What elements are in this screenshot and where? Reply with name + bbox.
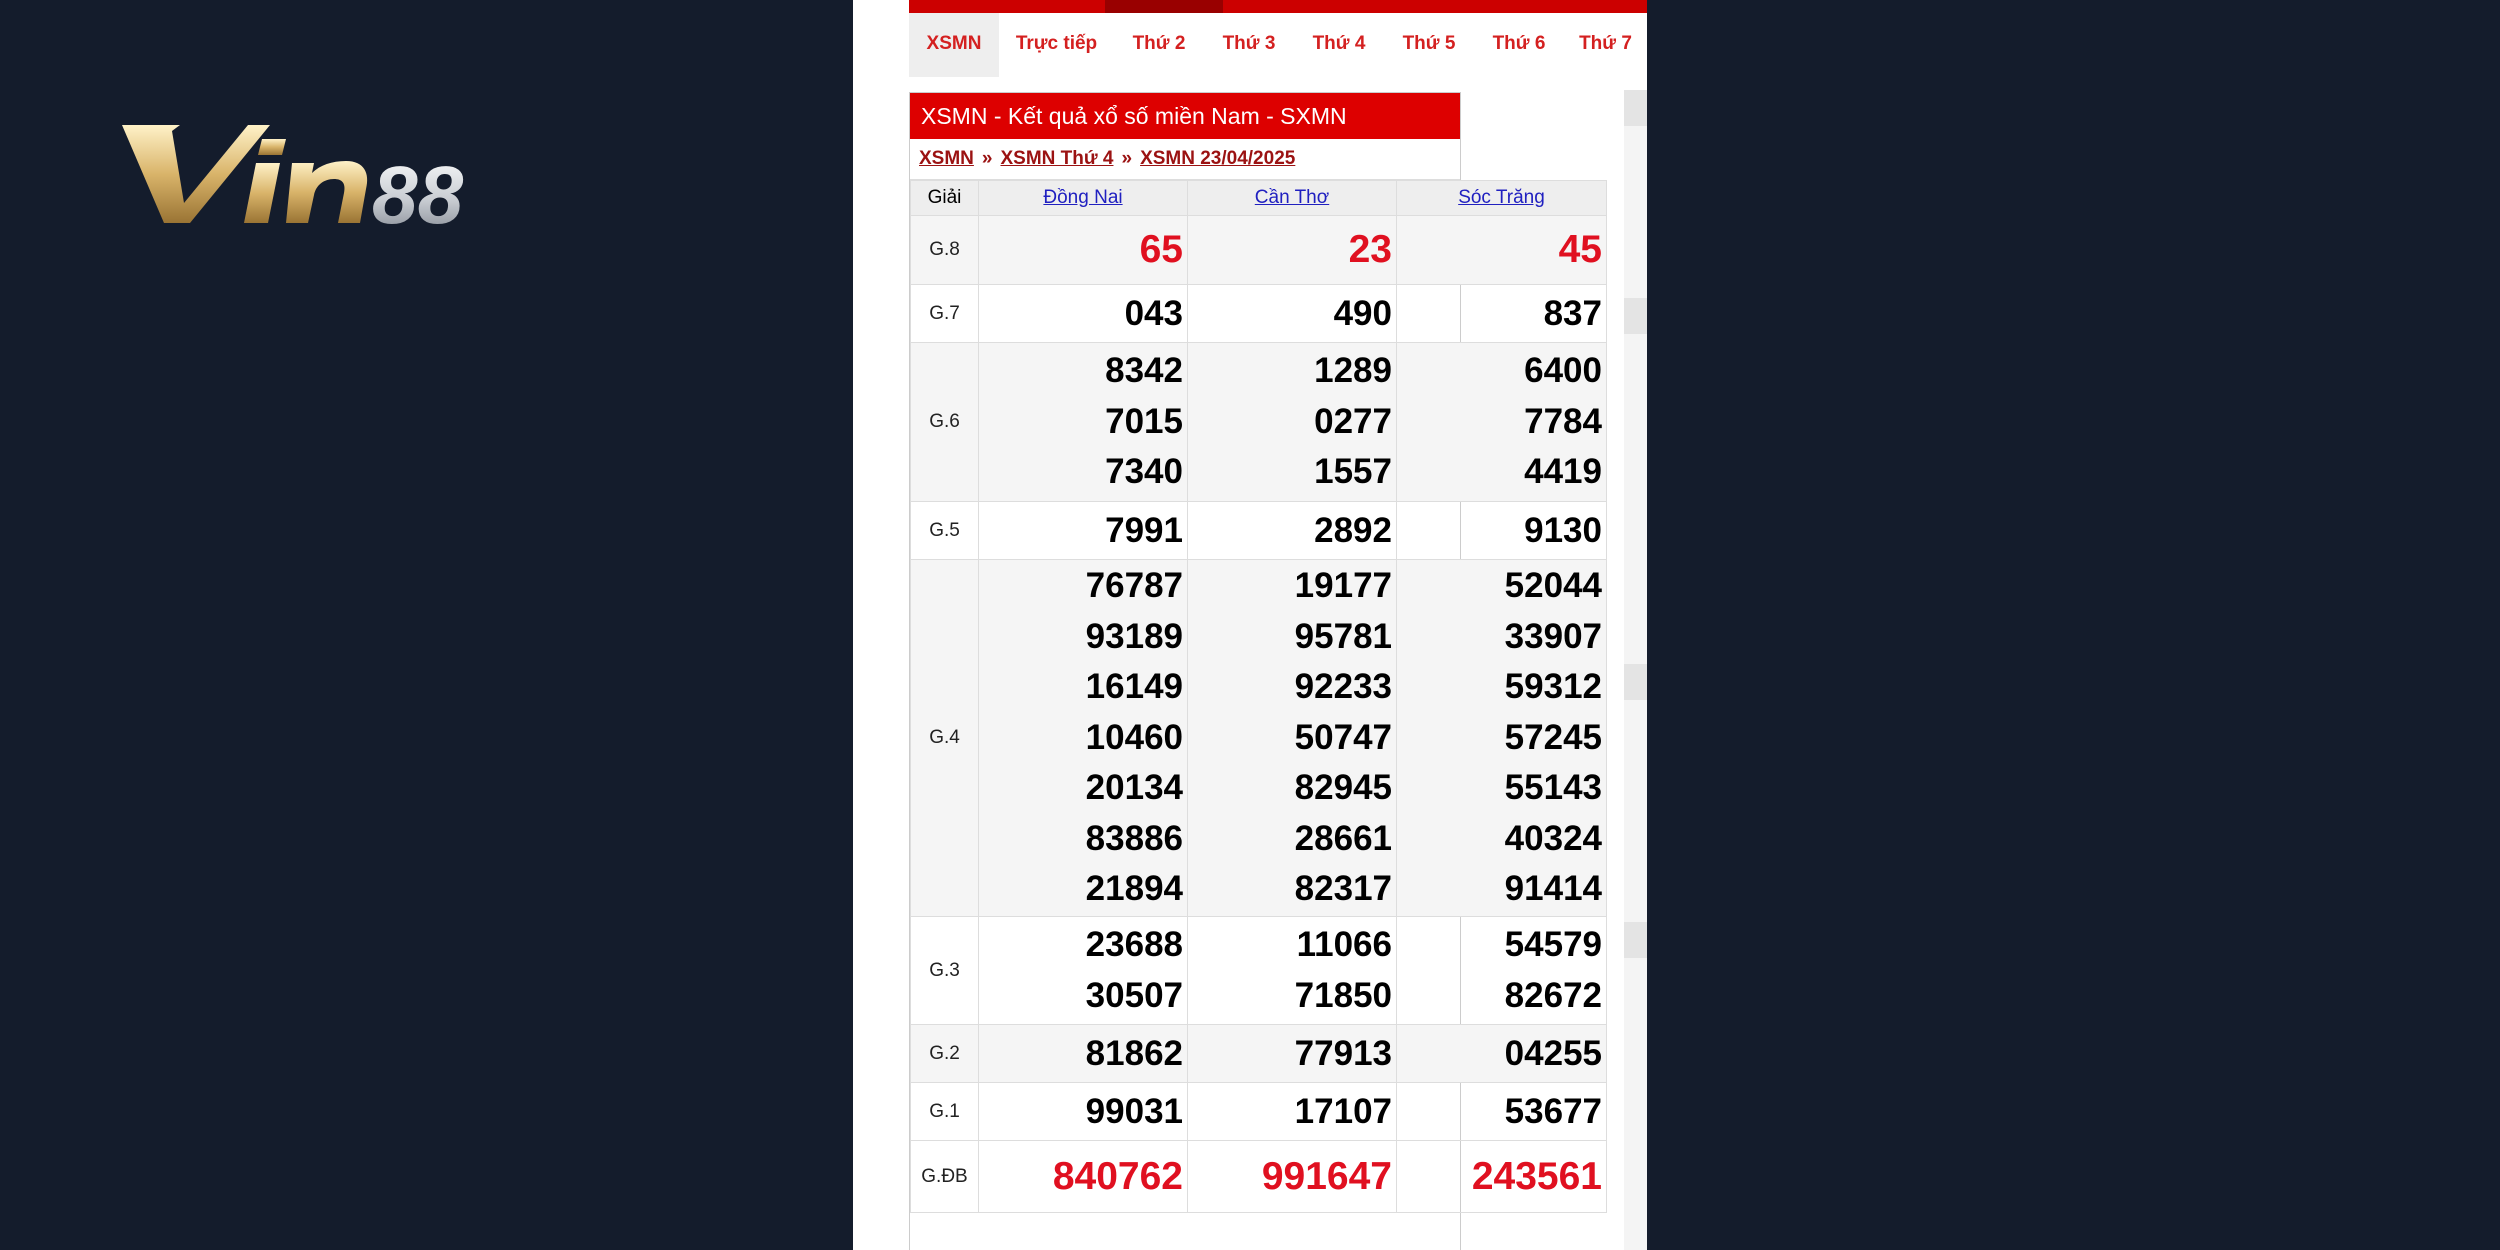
prize-number: 840762 [1052, 1154, 1183, 1198]
prize-row [911, 1025, 1607, 1083]
breadcrumb-link-xsmn[interactable]: XSMN [919, 148, 974, 169]
prize-number: 243561 [1471, 1154, 1602, 1198]
prize-number: 45 [1558, 228, 1602, 271]
prize-number: 54579 [1504, 925, 1602, 964]
prize-number: 11066 [1296, 925, 1392, 964]
prize-row [911, 1083, 1607, 1141]
prize-number: 93189 [1085, 616, 1183, 656]
sidebar-block [1624, 664, 1647, 700]
prize-number: 28661 [1294, 818, 1392, 858]
prize-cell [979, 216, 1188, 285]
prize-row [911, 917, 1607, 1025]
prize-number: 7340 [1105, 452, 1183, 492]
prize-cell [979, 1141, 1188, 1213]
column-header-dong-nai [979, 181, 1188, 216]
prize-cell [1397, 285, 1607, 343]
tab-thu-3[interactable]: Thứ 3 [1222, 33, 1276, 54]
prize-number: 1289 [1314, 351, 1392, 391]
prize-number: 92233 [1294, 667, 1392, 707]
tab-thu-7[interactable]: Thứ 7 [1579, 33, 1632, 54]
prize-label: G.1 [911, 1083, 979, 1141]
prize-number: 490 [1333, 293, 1392, 333]
breadcrumb-link-xsmn-date[interactable]: XSMN 23/04/2025 [1140, 148, 1296, 169]
prize-cell [979, 502, 1188, 560]
province-link-dong-nai[interactable]: Đồng Nai [1043, 187, 1123, 208]
card-title: XSMN - Kết quả xổ số miền Nam - SXMN [910, 93, 1460, 139]
prize-cell [1397, 502, 1607, 560]
prize-cell [979, 917, 1188, 1025]
tab-thu-4[interactable]: Thứ 4 [1312, 33, 1366, 54]
column-header-soc-trang [1397, 181, 1607, 216]
prize-label: G.6 [911, 343, 979, 502]
prize-number: 7784 [1524, 401, 1602, 441]
prize-cell [1397, 1025, 1607, 1083]
prize-number: 82945 [1294, 768, 1392, 808]
breadcrumb [910, 139, 1460, 180]
prize-cell [1188, 1141, 1397, 1213]
prize-number: 2892 [1314, 510, 1392, 550]
top-red-bar-active-segment [1105, 0, 1223, 13]
prize-number: 91414 [1504, 869, 1602, 909]
prize-number: 16149 [1085, 667, 1183, 707]
prize-cell [1397, 343, 1607, 502]
column-header-can-tho [1188, 181, 1397, 216]
prize-number: 57245 [1504, 717, 1602, 757]
prize-label: G.7 [911, 285, 979, 343]
tab-truc-tiep[interactable]: Trực tiếp [1015, 33, 1098, 54]
prize-number: 20134 [1085, 768, 1183, 808]
prize-label: G.5 [911, 502, 979, 560]
prize-number: 95781 [1294, 616, 1392, 656]
prize-number: 23688 [1085, 925, 1183, 964]
tab-xsmn[interactable]: XSMN [909, 13, 999, 77]
prize-number: 7015 [1105, 401, 1183, 441]
prize-number: 21894 [1085, 869, 1183, 909]
prize-number: 81862 [1085, 1033, 1183, 1073]
prize-number: 17107 [1294, 1091, 1392, 1131]
prize-number: 65 [1139, 228, 1183, 271]
prize-number: 82672 [1504, 975, 1602, 1015]
prize-cell [1188, 560, 1397, 917]
prize-number: 837 [1543, 293, 1602, 333]
prize-label: G.3 [911, 917, 979, 1025]
results-table [910, 180, 1607, 1213]
prize-label: G.2 [911, 1025, 979, 1083]
prize-row [911, 1141, 1607, 1213]
prize-cell [1188, 285, 1397, 343]
top-red-bar [909, 0, 1647, 13]
sidebar-block [1624, 298, 1647, 334]
svg-text:88: 88 [372, 150, 464, 235]
province-link-soc-trang[interactable]: Sóc Trăng [1458, 187, 1545, 208]
breadcrumb-link-xsmn-thu-4[interactable]: XSMN Thứ 4 [1000, 148, 1114, 169]
prize-number: 83886 [1085, 818, 1183, 858]
prize-cell [1397, 216, 1607, 285]
results-card [909, 92, 1602, 1250]
prize-number: 23 [1348, 228, 1392, 271]
prize-number: 53677 [1504, 1091, 1602, 1131]
prize-number: 19177 [1294, 566, 1392, 606]
prize-number: 0277 [1314, 401, 1392, 441]
prize-row [911, 285, 1607, 343]
breadcrumb-separator: » [1121, 148, 1133, 169]
prize-number: 99031 [1085, 1091, 1183, 1131]
prize-cell [1397, 1083, 1607, 1141]
prize-number: 4419 [1524, 452, 1602, 492]
prize-number: 043 [1124, 293, 1183, 333]
prize-cell [1188, 343, 1397, 502]
prize-label: G.8 [911, 216, 979, 285]
prize-cell [1188, 917, 1397, 1025]
prize-number: 59312 [1504, 667, 1602, 707]
prize-number: 55143 [1504, 768, 1602, 808]
day-nav [909, 13, 1647, 77]
prize-cell [1188, 1083, 1397, 1141]
prize-number: 6400 [1524, 351, 1602, 391]
vin88-logo [120, 115, 490, 235]
prize-label: G.ĐB [911, 1141, 979, 1213]
prize-cell [1397, 1141, 1607, 1213]
tab-thu-5[interactable]: Thứ 5 [1402, 33, 1456, 54]
results-body [911, 216, 1607, 1213]
prize-number: 1557 [1314, 452, 1392, 492]
prize-number: 33907 [1504, 616, 1602, 656]
prize-cell [1188, 1025, 1397, 1083]
prize-number: 04255 [1504, 1033, 1602, 1073]
prize-cell [1188, 502, 1397, 560]
prize-number: 30507 [1085, 975, 1183, 1015]
prize-cell [979, 285, 1188, 343]
lottery-panel [853, 0, 1647, 1250]
prize-row [911, 560, 1607, 917]
prize-cell [1188, 216, 1397, 285]
prize-number: 52044 [1504, 566, 1602, 606]
prize-number: 50747 [1294, 717, 1392, 757]
tab-thu-6[interactable]: Thứ 6 [1492, 33, 1546, 54]
column-header-prize: Giải [911, 181, 979, 216]
vin88-logo-mark [120, 115, 490, 235]
prize-number: 10460 [1085, 717, 1183, 757]
prize-row [911, 343, 1607, 502]
prize-cell [979, 1025, 1188, 1083]
prize-number: 82317 [1294, 869, 1392, 909]
prize-number: 76787 [1085, 566, 1183, 606]
prize-number: 7991 [1105, 510, 1183, 550]
prize-number: 8342 [1105, 351, 1183, 391]
prize-label: G.4 [911, 560, 979, 917]
prize-cell [979, 343, 1188, 502]
province-link-can-tho[interactable]: Cần Thơ [1254, 187, 1330, 208]
prize-cell [1397, 560, 1607, 917]
prize-number: 71850 [1294, 975, 1392, 1015]
prize-cell [979, 560, 1188, 917]
prize-number: 77913 [1294, 1033, 1392, 1073]
tab-thu-2[interactable]: Thứ 2 [1132, 33, 1186, 54]
prize-cell [1397, 917, 1607, 1025]
prize-cell [979, 1083, 1188, 1141]
prize-number: 9130 [1524, 510, 1602, 550]
sidebar-block [1624, 922, 1647, 958]
prize-number: 40324 [1504, 818, 1602, 858]
prize-row [911, 216, 1607, 285]
prize-number: 991647 [1261, 1154, 1392, 1198]
sidebar-block [1624, 90, 1647, 126]
breadcrumb-separator: » [981, 148, 993, 169]
prize-row [911, 502, 1607, 560]
